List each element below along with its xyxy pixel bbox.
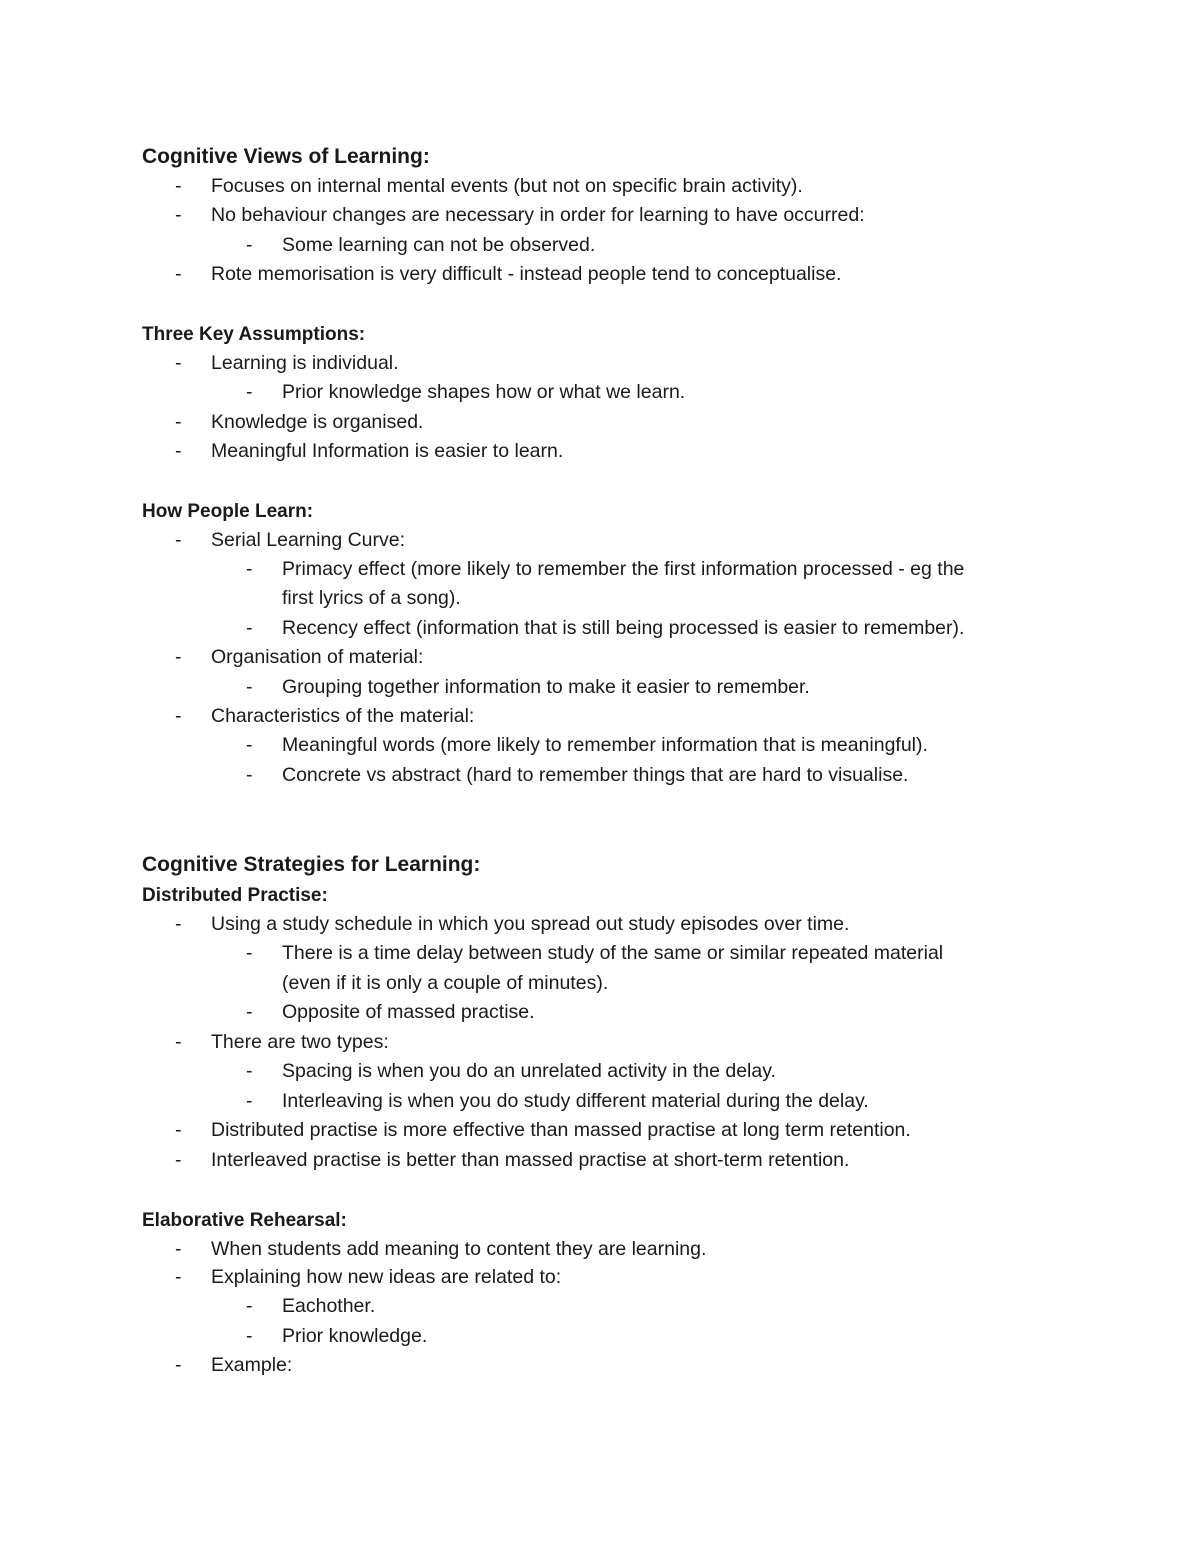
bullet-dash: - <box>175 529 182 551</box>
list-item <box>175 201 865 231</box>
list-item <box>175 1028 389 1058</box>
list-item <box>175 702 475 732</box>
bullet-dash: - <box>246 676 253 698</box>
bullet-dash: - <box>175 913 182 935</box>
list-item-text: There are two types: <box>211 1031 389 1053</box>
list-item-text: Recency effect (information that is still being processed is easier to remember). <box>282 617 965 639</box>
bullet-dash: - <box>246 381 253 403</box>
list-item <box>246 614 965 644</box>
bullet-dash: - <box>175 1119 182 1141</box>
bullet-dash: - <box>246 558 253 580</box>
list-item <box>175 1116 911 1146</box>
list-item-text: Learning is individual. <box>211 352 399 374</box>
bullet-dash: - <box>246 1325 253 1347</box>
section-title-key-assumptions: Three Key Assumptions: <box>142 324 366 345</box>
list-item-text: When students add meaning to content they are learning. <box>211 1238 707 1260</box>
list-item <box>175 910 850 940</box>
list-item-text: Using a study schedule in which you spread out study episodes over time. <box>211 913 850 935</box>
list-item-text: Meaningful words (more likely to remember information that is meaningful). <box>282 734 928 756</box>
list-item-text: Prior knowledge. <box>282 1325 428 1347</box>
list-item-text: Interleaved practise is better than massed practise at short-term retention. <box>211 1149 850 1171</box>
list-item-text: Characteristics of the material: <box>211 705 475 727</box>
section-title-how-people-learn: How People Learn: <box>142 501 314 522</box>
list-item <box>175 1351 293 1381</box>
bullet-dash: - <box>246 617 253 639</box>
list-item <box>246 231 596 261</box>
bullet-dash: - <box>175 411 182 433</box>
list-item-continuation: (even if it is only a couple of minutes). <box>282 972 609 994</box>
bullet-dash: - <box>175 352 182 374</box>
bullet-dash: - <box>246 1001 253 1023</box>
list-item <box>175 260 842 290</box>
subsection-title-distributed-practise: Distributed Practise: <box>142 885 328 906</box>
bullet-dash: - <box>175 705 182 727</box>
list-item-text: Eachother. <box>282 1295 376 1317</box>
bullet-dash: - <box>175 1238 182 1260</box>
list-item-text: Concrete vs abstract (hard to remember things that are hard to visualise. <box>282 764 909 786</box>
list-item <box>175 526 406 556</box>
subsection-title-elaborative-rehearsal: Elaborative Rehearsal: <box>142 1210 347 1231</box>
list-item-text: Serial Learning Curve: <box>211 529 406 551</box>
bullet-dash: - <box>175 263 182 285</box>
list-item <box>246 761 909 791</box>
list-item-continuation: first lyrics of a song). <box>282 587 461 609</box>
bullet-dash: - <box>175 1354 182 1376</box>
list-item-text: Meaningful Information is easier to learn. <box>211 440 564 462</box>
list-item <box>175 1146 850 1176</box>
list-item-text: There is a time delay between study of the same or similar repeated material <box>282 942 944 964</box>
list-item <box>246 378 686 408</box>
list-item <box>246 939 944 969</box>
list-item <box>175 437 564 467</box>
list-item-text: Interleaving is when you do study different material during the delay. <box>282 1090 869 1112</box>
list-item-text: Organisation of material: <box>211 646 424 668</box>
bullet-dash: - <box>175 646 182 668</box>
bullet-dash: - <box>175 175 182 197</box>
list-item <box>246 673 810 703</box>
list-item-text: Primacy effect (more likely to remember the first information processed - eg the <box>282 558 965 580</box>
list-item-text: Explaining how new ideas are related to: <box>211 1266 562 1288</box>
list-item-text: Prior knowledge shapes how or what we learn. <box>282 381 686 403</box>
list-item <box>175 408 424 438</box>
list-item-text: Some learning can not be observed. <box>282 234 596 256</box>
list-item-text: Focuses on internal mental events (but not on specific brain activity). <box>211 175 803 197</box>
bullet-dash: - <box>175 1266 182 1288</box>
list-item-text: No behaviour changes are necessary in order for learning to have occurred: <box>211 204 865 226</box>
list-item-text: Distributed practise is more effective than massed practise at long term retention. <box>211 1119 911 1141</box>
list-item-text: Opposite of massed practise. <box>282 1001 535 1023</box>
list-item <box>175 349 399 379</box>
list-item-text: Knowledge is organised. <box>211 411 424 433</box>
bullet-dash: - <box>175 1149 182 1171</box>
list-item <box>246 1322 428 1352</box>
list-item-text: Rote memorisation is very difficult - instead people tend to conceptualise. <box>211 263 842 285</box>
list-item <box>246 1292 376 1322</box>
list-item-text: Spacing is when you do an unrelated activity in the delay. <box>282 1060 776 1082</box>
bullet-dash: - <box>246 942 253 964</box>
list-item-text: Grouping together information to make it easier to remember. <box>282 676 810 698</box>
bullet-dash: - <box>246 1295 253 1317</box>
list-item <box>175 643 424 673</box>
list-item <box>246 731 928 761</box>
list-item <box>246 998 535 1028</box>
section-title-cognitive-views: Cognitive Views of Learning: <box>142 145 430 168</box>
section-title-cognitive-strategies: Cognitive Strategies for Learning: <box>142 853 481 876</box>
list-item <box>246 555 965 585</box>
bullet-dash: - <box>175 204 182 226</box>
bullet-dash: - <box>175 1031 182 1053</box>
bullet-dash: - <box>246 1090 253 1112</box>
list-item <box>246 1087 869 1117</box>
list-item <box>175 1263 562 1293</box>
bullet-dash: - <box>246 234 253 256</box>
list-item <box>175 1235 707 1265</box>
bullet-dash: - <box>246 1060 253 1082</box>
list-item-text: Example: <box>211 1354 293 1376</box>
bullet-dash: - <box>175 440 182 462</box>
list-item <box>246 1057 776 1087</box>
list-item <box>175 172 803 202</box>
bullet-dash: - <box>246 734 253 756</box>
bullet-dash: - <box>246 764 253 786</box>
